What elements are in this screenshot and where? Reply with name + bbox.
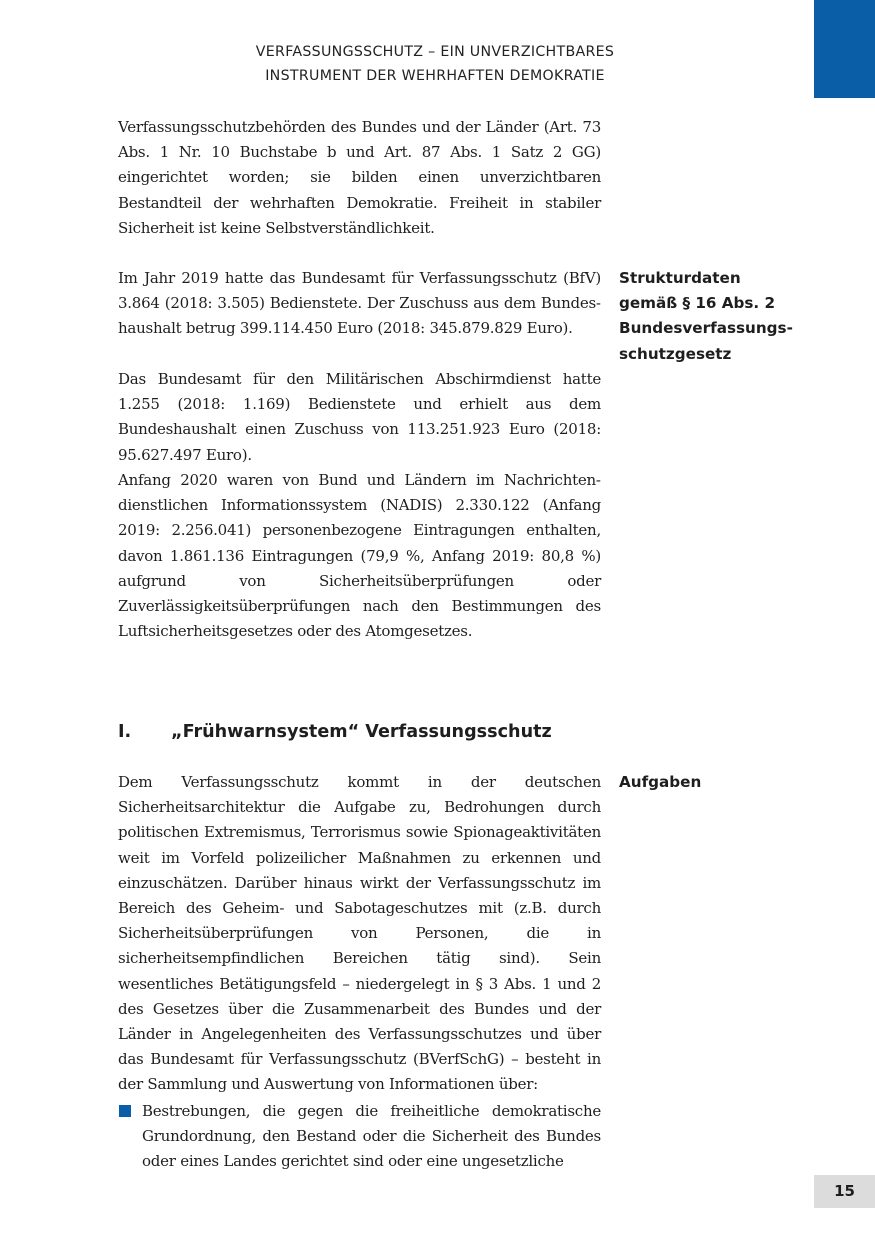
sidenote-strukturdaten-line-4: schutzgesetz [619,344,732,363]
paragraph-nadis: Anfang 2020 waren von Bund und Ländern im Nachrichtendienstlichen Informationssystem (NADIS) 2.330.122 (Anfang 2019: 2.256.041) personenbezogene Eintragungen enthalten, davon 1.861.136 Eintragungen (79,9 %, Anfang 2019: 80,8 %) aufgrund von Sicherheitsüberprüfungen oder Zuverlässigkeitsüberprüfungen nach den Bestimmungen des Luftsicherheitsgesetzes oder des Atomgesetzes. [118,471,601,641]
paragraph-aufgaben: Dem Verfassungsschutz kommt in der deutschen Sicherheitsarchitektur die Aufgabe zu, Bedrohungen durch politischen Extremismus, Terrorismus sowie Spionageaktivitäten weit im Vorfeld polizeilicher Maßnahmen zu erkennen und einzuschätzen. Darüber hinaus wirkt der Verfassungsschutz im Bereich des Geheim- und Sabotageschutzes mit (z.B. durch Sicherheitsüberprüfungen von Personen, die in sicherheitsempfindlichen Bereichen tätig sind). Sein wesentliches Betätigungsfeld – niedergelegt in § 3 Abs. 1 und 2 des Gesetzes über die Zusammenarbeit des Bundes und der Länder in Angelegenheiten des Verfassungsschutzes und über das Bundesamt für Verfassungsschutz (BVerfSchG) – besteht in der Sammlung und Auswertung von Informationen über: [118,773,601,1094]
sidenote-strukturdaten-line-2: gemäß § 16 Abs. 2 [619,294,776,313]
sidenote-strukturdaten-line-3: Bundesverfassungs- [619,319,793,338]
running-header-line-1: VERFASSUNGSSCHUTZ – EIN UNVERZICHTBARES [255,44,615,60]
running-header [200,40,670,88]
sidenote-aufgaben: Aufgaben [619,773,702,791]
sidenote-strukturdaten [619,266,819,367]
paragraph-1: Verfassungsschutzbehörden des Bundes und der Länder (Art. 73 Abs. 1 Nr. 10 Buchstabe b und Art. 87 Abs. 1 Satz 2 GG) eingerichtet worden; sie bilden einen unverzichtbaren Bestandteil der wehrhaften Demokratie. Freiheit in stabiler Sicherheit ist keine Selbstverständlichkeit. [118,118,601,237]
bullet-item-text: Bestrebungen, die gegen die freiheitliche demokratische Grundordnung, den Bestand oder die Sicherheit des Bundes oder eines Landes gerichtet sind oder eine ungesetzliche [142,1102,601,1171]
page-number: 15 [814,1175,875,1208]
paragraph-strukturdaten-bfv: Im Jahr 2019 hatte das Bundesamt für Verfassungsschutz (BfV) 3.864 (2018: 3.505) Bedienstete. Der Zuschuss aus dem Bundeshaushalt betrug 399.114.450 Euro (2018: 345.879.829 Euro). [118,269,601,338]
section-number: I. [118,722,132,742]
paragraph-mad: Das Bundesamt für den Militärischen Abschirmdienst hatte 1.255 (2018: 1.169) Bedienstete und erhielt aus dem Bundeshaushalt einen Zuschuss von 113.251.923 Euro (2018: 95.627.497 Euro). [118,370,601,464]
square-bullet-icon [119,1105,131,1117]
running-header-line-2: INSTRUMENT DER WEHRHAFTEN DEMOKRATIE [265,68,605,84]
section-title: „Frühwarnsystem“ Verfassungsschutz [171,722,552,742]
sidenote-strukturdaten-line-1: Strukturdaten [619,269,741,287]
chapter-tab-marker [814,0,875,98]
bullet-list-item [118,1099,601,1175]
section-heading [118,719,601,745]
